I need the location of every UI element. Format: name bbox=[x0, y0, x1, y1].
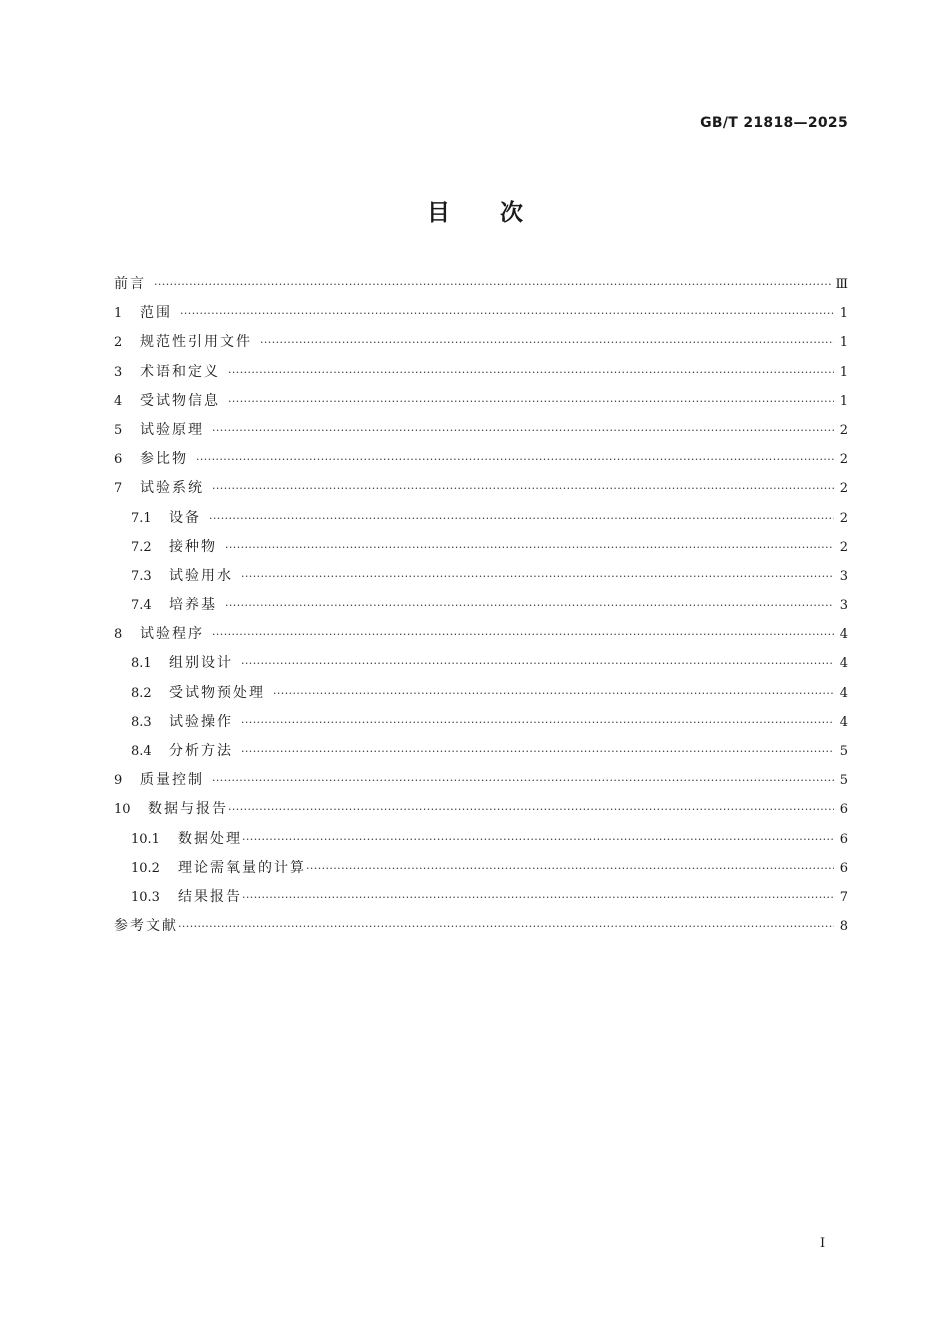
toc-entry-7-1[interactable] bbox=[114, 504, 848, 533]
toc-entry-number: 7 bbox=[114, 481, 123, 497]
toc-entry-number: 10 bbox=[114, 802, 131, 818]
standard-number: GB/T 21818—2025 bbox=[700, 115, 848, 131]
toc-entry-title: 分析方法 bbox=[169, 743, 233, 759]
toc-entry-page: 6 bbox=[839, 860, 848, 876]
dot-leader bbox=[178, 912, 834, 941]
toc-entry-title: 参考文献 bbox=[114, 918, 178, 935]
dot-leader bbox=[180, 299, 834, 328]
toc-entry-10-3[interactable] bbox=[114, 883, 848, 912]
toc-entry-number: 10.3 bbox=[131, 889, 160, 905]
toc-entry-number: 7.1 bbox=[131, 510, 152, 526]
dot-leader bbox=[212, 766, 834, 795]
page-number: I bbox=[820, 1236, 826, 1251]
dot-leader bbox=[273, 679, 834, 708]
toc-entry-page: 7 bbox=[839, 889, 848, 905]
toc-entry-number: 7.3 bbox=[131, 568, 152, 584]
toc-entry-title: 参比物 bbox=[140, 451, 188, 468]
toc-entry-number: 5 bbox=[114, 422, 123, 438]
toc-entry-number: 10.2 bbox=[131, 860, 160, 876]
dot-leader bbox=[196, 445, 834, 474]
dot-leader bbox=[225, 591, 834, 620]
dot-leader bbox=[241, 562, 834, 591]
toc-entry-8-2[interactable] bbox=[114, 679, 848, 708]
toc-entry-number: 8.2 bbox=[131, 685, 152, 701]
toc-entry-10-2[interactable] bbox=[114, 854, 848, 883]
toc-entry-page: 2 bbox=[839, 481, 848, 497]
dot-leader bbox=[228, 358, 834, 387]
toc-entry-number: 8.4 bbox=[131, 744, 152, 759]
toc-entry-title: 质量控制 bbox=[140, 772, 204, 789]
toc-entry-title: 设备 bbox=[169, 509, 201, 526]
toc-entry-page: 5 bbox=[839, 744, 848, 759]
toc-entry-4[interactable] bbox=[114, 387, 848, 416]
toc-entry-page: 4 bbox=[839, 685, 848, 701]
toc-entry-5[interactable] bbox=[114, 416, 848, 445]
toc-entry-page: Ⅲ bbox=[835, 277, 848, 292]
toc-entry-page: 3 bbox=[839, 598, 848, 614]
dot-leader bbox=[212, 416, 834, 445]
toc-entry-page: 6 bbox=[839, 831, 848, 847]
dot-leader bbox=[260, 328, 834, 357]
toc-entry-page: 4 bbox=[839, 656, 848, 672]
toc-entry-title: 组别设计 bbox=[169, 655, 233, 672]
dot-leader bbox=[242, 883, 834, 912]
toc-entry-number: 9 bbox=[114, 773, 123, 789]
toc-entry-number: 4 bbox=[114, 393, 123, 409]
toc-entry-number: 8.1 bbox=[131, 656, 152, 672]
toc-entry-page: 2 bbox=[839, 510, 848, 526]
toc-entry-title: 试验系统 bbox=[140, 480, 204, 497]
toc-entry-8-1[interactable] bbox=[114, 649, 848, 678]
toc-entry-number: 2 bbox=[114, 335, 123, 351]
toc-entry-number: 7.2 bbox=[131, 539, 152, 555]
toc-entry-10[interactable] bbox=[114, 795, 848, 824]
page-title: 目次 bbox=[427, 200, 573, 226]
toc-entry-7-4[interactable] bbox=[114, 591, 848, 620]
toc-entry-number: 3 bbox=[114, 364, 123, 380]
toc-entry-title: 结果报告 bbox=[178, 888, 242, 905]
toc-entry-page: 5 bbox=[839, 773, 848, 789]
table-of-contents bbox=[114, 270, 848, 941]
dot-leader bbox=[241, 708, 834, 737]
dot-leader bbox=[209, 504, 834, 533]
toc-entry-page: 1 bbox=[839, 335, 848, 351]
toc-entry-title: 理论需氧量的计算 bbox=[178, 859, 306, 876]
toc-entry-number: 1 bbox=[114, 306, 123, 322]
toc-entry-page: 1 bbox=[839, 364, 848, 380]
toc-entry-page: 4 bbox=[839, 627, 848, 643]
toc-entry-title: 试验原理 bbox=[140, 421, 204, 438]
toc-entry-foreword[interactable] bbox=[114, 270, 848, 299]
toc-entry-title: 接种物 bbox=[169, 538, 217, 555]
toc-entry-title: 试验操作 bbox=[169, 713, 233, 730]
toc-entry-page: 2 bbox=[839, 539, 848, 555]
dot-leader bbox=[154, 270, 831, 299]
toc-entry-page: 4 bbox=[839, 714, 848, 730]
toc-entry-9[interactable] bbox=[114, 766, 848, 795]
toc-entry-title: 数据处理 bbox=[178, 830, 242, 847]
dot-leader bbox=[241, 737, 834, 766]
toc-entry-title: 试验程序 bbox=[140, 626, 204, 643]
toc-entry-title: 试验用水 bbox=[169, 567, 233, 584]
toc-entry-page: 1 bbox=[839, 306, 848, 322]
dot-leader bbox=[306, 854, 834, 883]
toc-entry-8-4[interactable] bbox=[114, 737, 848, 766]
toc-entry-page: 8 bbox=[839, 919, 848, 935]
toc-entry-number: 7.4 bbox=[131, 598, 152, 614]
toc-entry-title: 受试物信息 bbox=[140, 392, 220, 409]
dot-leader bbox=[212, 620, 834, 649]
toc-entry-title: 术语和定义 bbox=[140, 363, 220, 380]
toc-entry-title: 受试物预处理 bbox=[169, 684, 265, 701]
toc-entry-7[interactable] bbox=[114, 474, 848, 503]
dot-leader bbox=[228, 387, 834, 416]
toc-entry-title: 数据与报告 bbox=[148, 801, 228, 818]
toc-entry-title: 培养基 bbox=[169, 597, 217, 614]
toc-entry-number: 10.1 bbox=[131, 831, 160, 847]
toc-entry-page: 1 bbox=[839, 393, 848, 409]
toc-entry-page: 2 bbox=[839, 422, 848, 438]
toc-entry-3[interactable] bbox=[114, 358, 848, 387]
toc-entry-title: 规范性引用文件 bbox=[140, 334, 252, 351]
dot-leader bbox=[241, 649, 834, 678]
dot-leader bbox=[212, 474, 834, 503]
toc-entry-number: 8.3 bbox=[131, 714, 152, 730]
toc-entry-1[interactable] bbox=[114, 299, 848, 328]
toc-entry-title: 范围 bbox=[140, 305, 172, 322]
toc-entry-bibliography[interactable] bbox=[114, 912, 848, 941]
toc-entry-title: 前言 bbox=[114, 276, 146, 292]
toc-entry-8-3[interactable] bbox=[114, 708, 848, 737]
toc-entry-number: 8 bbox=[114, 627, 123, 643]
toc-entry-page: 6 bbox=[839, 802, 848, 818]
dot-leader bbox=[242, 825, 834, 854]
toc-entry-10-1[interactable] bbox=[114, 825, 848, 854]
toc-entry-page: 2 bbox=[839, 452, 848, 468]
toc-entry-number: 6 bbox=[114, 452, 123, 468]
toc-entry-2[interactable] bbox=[114, 328, 848, 357]
toc-entry-7-3[interactable] bbox=[114, 562, 848, 591]
toc-entry-7-2[interactable] bbox=[114, 533, 848, 562]
dot-leader bbox=[228, 795, 834, 824]
toc-entry-8[interactable] bbox=[114, 620, 848, 649]
toc-entry-page: 3 bbox=[839, 568, 848, 584]
dot-leader bbox=[225, 533, 834, 562]
toc-entry-6[interactable] bbox=[114, 445, 848, 474]
